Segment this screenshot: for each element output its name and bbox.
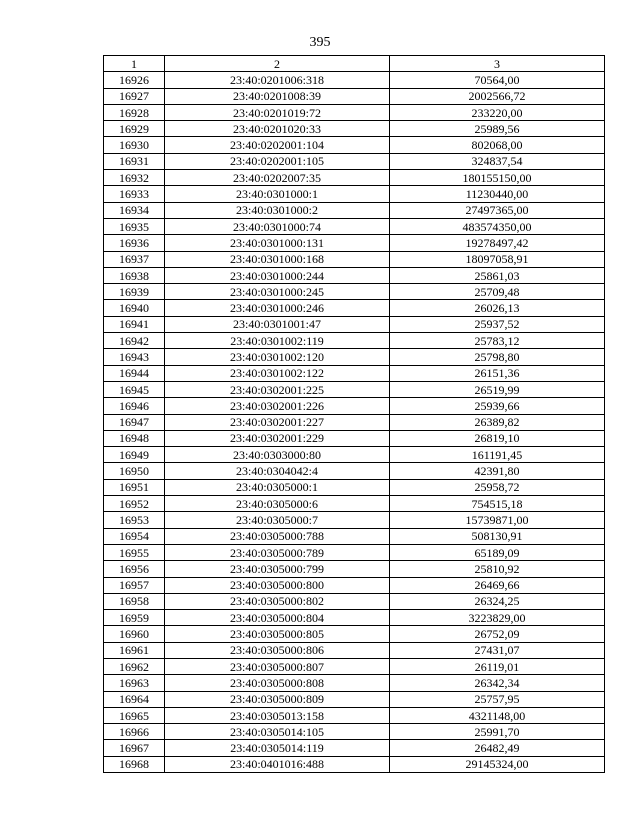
cadastral-number-cell: 23:40:0202007:35 [165, 170, 390, 186]
cadastral-number-cell: 23:40:0305000:806 [165, 642, 390, 658]
value-cell: 25991,70 [390, 724, 605, 740]
table-row [104, 561, 605, 577]
table-header-row [104, 56, 605, 72]
row-number-cell: 16941 [104, 316, 165, 332]
value-cell: 26752,09 [390, 626, 605, 642]
table-row [104, 349, 605, 365]
value-cell: 25783,12 [390, 333, 605, 349]
value-cell: 26026,13 [390, 300, 605, 316]
row-number-cell: 16927 [104, 88, 165, 104]
value-cell: 29145324,00 [390, 756, 605, 772]
cadastral-number-cell: 23:40:0201008:39 [165, 88, 390, 104]
table-row [104, 642, 605, 658]
table-row [104, 284, 605, 300]
cadastral-number-cell: 23:40:0305000:808 [165, 675, 390, 691]
table-row [104, 218, 605, 234]
value-cell: 70564,00 [390, 72, 605, 88]
cadastral-number-cell: 23:40:0305000:1 [165, 479, 390, 495]
row-number-cell: 16947 [104, 414, 165, 430]
cadastral-number-cell: 23:40:0301002:122 [165, 365, 390, 381]
table-row [104, 170, 605, 186]
table-row [104, 121, 605, 137]
value-cell: 18097058,91 [390, 251, 605, 267]
value-cell: 42391,80 [390, 463, 605, 479]
table-row [104, 691, 605, 707]
value-cell: 508130,91 [390, 528, 605, 544]
row-number-cell: 16953 [104, 512, 165, 528]
value-cell: 180155150,00 [390, 170, 605, 186]
cadastral-number-cell: 23:40:0301002:120 [165, 349, 390, 365]
row-number-cell: 16956 [104, 561, 165, 577]
value-cell: 4321148,00 [390, 707, 605, 723]
cadastral-number-cell: 23:40:0201006:318 [165, 72, 390, 88]
value-cell: 15739871,00 [390, 512, 605, 528]
row-number-cell: 16942 [104, 333, 165, 349]
value-cell: 2002566,72 [390, 88, 605, 104]
row-number-cell: 16948 [104, 430, 165, 446]
cadastral-number-cell: 23:40:0301000:2 [165, 202, 390, 218]
cadastral-number-cell: 23:40:0305000:7 [165, 512, 390, 528]
value-cell: 26482,49 [390, 740, 605, 756]
table-row [104, 398, 605, 414]
value-cell: 25757,95 [390, 691, 605, 707]
value-cell: 65189,09 [390, 544, 605, 560]
cadastral-number-cell: 23:40:0305000:789 [165, 544, 390, 560]
row-number-cell: 16939 [104, 284, 165, 300]
cadastral-number-cell: 23:40:0302001:229 [165, 430, 390, 446]
value-cell: 26819,10 [390, 430, 605, 446]
value-cell: 25810,92 [390, 561, 605, 577]
row-number-cell: 16930 [104, 137, 165, 153]
table-row [104, 153, 605, 169]
row-number-cell: 16940 [104, 300, 165, 316]
cadastral-number-cell: 23:40:0305014:105 [165, 724, 390, 740]
row-number-cell: 16943 [104, 349, 165, 365]
cadastral-number-cell: 23:40:0305000:805 [165, 626, 390, 642]
table-row [104, 544, 605, 560]
cadastral-number-cell: 23:40:0201020:33 [165, 121, 390, 137]
cadastral-number-cell: 23:40:0305000:807 [165, 658, 390, 674]
table-row [104, 186, 605, 202]
table-row [104, 610, 605, 626]
table-row [104, 593, 605, 609]
cadastral-number-cell: 23:40:0305000:802 [165, 593, 390, 609]
row-number-cell: 16926 [104, 72, 165, 88]
row-number-cell: 16955 [104, 544, 165, 560]
cadastral-number-cell: 23:40:0202001:105 [165, 153, 390, 169]
value-cell: 27497365,00 [390, 202, 605, 218]
cadastral-number-cell: 23:40:0301000:246 [165, 300, 390, 316]
cadastral-number-cell: 23:40:0301000:74 [165, 218, 390, 234]
value-cell: 25989,56 [390, 121, 605, 137]
row-number-cell: 16936 [104, 235, 165, 251]
value-cell: 3223829,00 [390, 610, 605, 626]
row-number-cell: 16934 [104, 202, 165, 218]
table-row [104, 251, 605, 267]
cadastral-number-cell: 23:40:0201019:72 [165, 104, 390, 120]
value-cell: 25937,52 [390, 316, 605, 332]
table-row [104, 658, 605, 674]
row-number-cell: 16928 [104, 104, 165, 120]
column-header-3: 3 [390, 56, 605, 72]
value-cell: 25709,48 [390, 284, 605, 300]
table-row [104, 756, 605, 772]
table-row [104, 333, 605, 349]
cadastral-number-cell: 23:40:0305000:804 [165, 610, 390, 626]
row-number-cell: 16949 [104, 447, 165, 463]
table-row [104, 479, 605, 495]
row-number-cell: 16961 [104, 642, 165, 658]
table-row [104, 267, 605, 283]
cadastral-number-cell: 23:40:0302001:227 [165, 414, 390, 430]
table-row [104, 577, 605, 593]
data-table [103, 55, 605, 773]
cadastral-number-cell: 23:40:0305013:158 [165, 707, 390, 723]
value-cell: 26324,25 [390, 593, 605, 609]
cadastral-number-cell: 23:40:0302001:226 [165, 398, 390, 414]
table-body [104, 72, 605, 773]
row-number-cell: 16954 [104, 528, 165, 544]
value-cell: 25861,03 [390, 267, 605, 283]
cadastral-number-cell: 23:40:0305000:6 [165, 496, 390, 512]
row-number-cell: 16933 [104, 186, 165, 202]
value-cell: 26469,66 [390, 577, 605, 593]
row-number-cell: 16937 [104, 251, 165, 267]
value-cell: 161191,45 [390, 447, 605, 463]
row-number-cell: 16968 [104, 756, 165, 772]
row-number-cell: 16962 [104, 658, 165, 674]
table-row [104, 447, 605, 463]
row-number-cell: 16951 [104, 479, 165, 495]
value-cell: 26342,34 [390, 675, 605, 691]
table-row [104, 626, 605, 642]
table-row [104, 740, 605, 756]
value-cell: 324837,54 [390, 153, 605, 169]
value-cell: 25958,72 [390, 479, 605, 495]
row-number-cell: 16959 [104, 610, 165, 626]
cadastral-number-cell: 23:40:0305000:788 [165, 528, 390, 544]
value-cell: 26151,36 [390, 365, 605, 381]
cadastral-number-cell: 23:40:0305000:800 [165, 577, 390, 593]
cadastral-number-cell: 23:40:0303000:80 [165, 447, 390, 463]
row-number-cell: 16957 [104, 577, 165, 593]
row-number-cell: 16938 [104, 267, 165, 283]
cadastral-number-cell: 23:40:0301000:1 [165, 186, 390, 202]
page-number: 395 [309, 35, 331, 50]
table-row [104, 707, 605, 723]
row-number-cell: 16932 [104, 170, 165, 186]
cadastral-number-cell: 23:40:0301000:168 [165, 251, 390, 267]
table-row [104, 316, 605, 332]
row-number-cell: 16966 [104, 724, 165, 740]
table-row [104, 300, 605, 316]
row-number-cell: 16965 [104, 707, 165, 723]
table-row [104, 724, 605, 740]
cadastral-number-cell: 23:40:0202001:104 [165, 137, 390, 153]
cadastral-number-cell: 23:40:0305000:799 [165, 561, 390, 577]
column-header-1: 1 [104, 56, 165, 72]
value-cell: 27431,07 [390, 642, 605, 658]
table-row [104, 430, 605, 446]
table-row [104, 137, 605, 153]
row-number-cell: 16964 [104, 691, 165, 707]
cadastral-number-cell: 23:40:0401016:488 [165, 756, 390, 772]
table-row [104, 496, 605, 512]
table-row [104, 235, 605, 251]
table-row [104, 675, 605, 691]
row-number-cell: 16929 [104, 121, 165, 137]
cadastral-number-cell: 23:40:0301000:244 [165, 267, 390, 283]
cadastral-number-cell: 23:40:0305000:809 [165, 691, 390, 707]
cadastral-number-cell: 23:40:0305014:119 [165, 740, 390, 756]
table-row [104, 381, 605, 397]
row-number-cell: 16960 [104, 626, 165, 642]
value-cell: 483574350,00 [390, 218, 605, 234]
table-row [104, 202, 605, 218]
value-cell: 26519,99 [390, 381, 605, 397]
row-number-cell: 16945 [104, 381, 165, 397]
value-cell: 19278497,42 [390, 235, 605, 251]
value-cell: 233220,00 [390, 104, 605, 120]
table-row [104, 104, 605, 120]
table-row [104, 528, 605, 544]
row-number-cell: 16935 [104, 218, 165, 234]
row-number-cell: 16946 [104, 398, 165, 414]
table-row [104, 463, 605, 479]
row-number-cell: 16967 [104, 740, 165, 756]
row-number-cell: 16963 [104, 675, 165, 691]
value-cell: 25798,80 [390, 349, 605, 365]
row-number-cell: 16931 [104, 153, 165, 169]
cadastral-number-cell: 23:40:0304042:4 [165, 463, 390, 479]
value-cell: 25939,66 [390, 398, 605, 414]
row-number-cell: 16952 [104, 496, 165, 512]
table-row [104, 72, 605, 88]
cadastral-number-cell: 23:40:0302001:225 [165, 381, 390, 397]
table-row [104, 88, 605, 104]
table-row [104, 365, 605, 381]
cadastral-number-cell: 23:40:0301002:119 [165, 333, 390, 349]
value-cell: 11230440,00 [390, 186, 605, 202]
column-header-2: 2 [165, 56, 390, 72]
row-number-cell: 16944 [104, 365, 165, 381]
cadastral-number-cell: 23:40:0301000:245 [165, 284, 390, 300]
value-cell: 26119,01 [390, 658, 605, 674]
value-cell: 26389,82 [390, 414, 605, 430]
table-row [104, 512, 605, 528]
row-number-cell: 16950 [104, 463, 165, 479]
cadastral-number-cell: 23:40:0301001:47 [165, 316, 390, 332]
cadastral-number-cell: 23:40:0301000:131 [165, 235, 390, 251]
value-cell: 754515,18 [390, 496, 605, 512]
value-cell: 802068,00 [390, 137, 605, 153]
table-row [104, 414, 605, 430]
row-number-cell: 16958 [104, 593, 165, 609]
